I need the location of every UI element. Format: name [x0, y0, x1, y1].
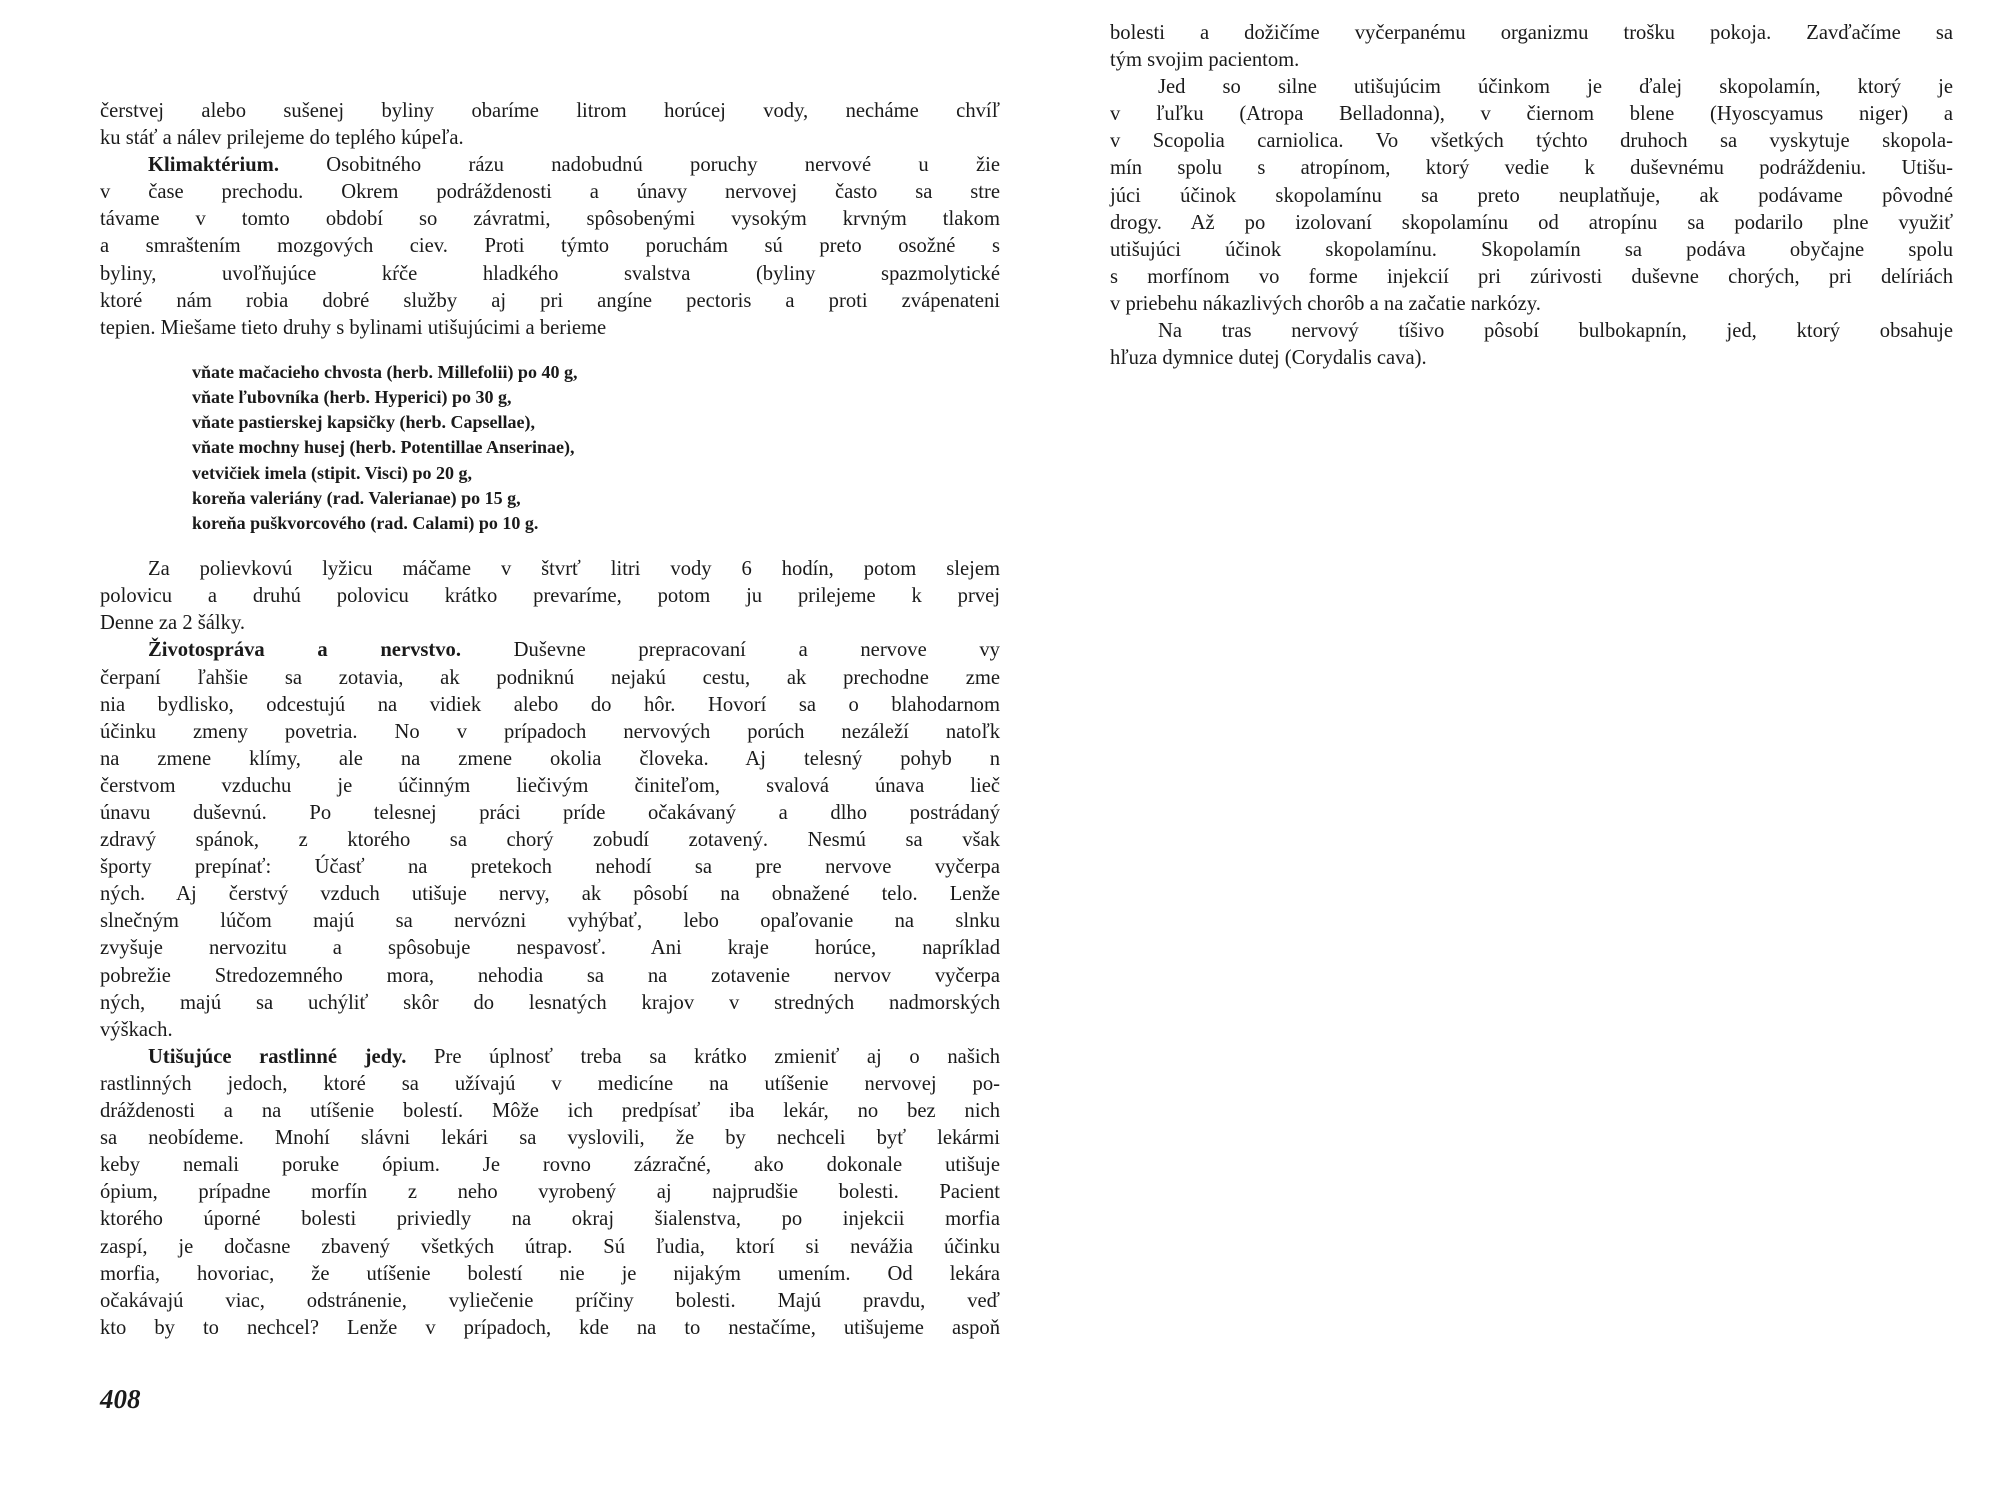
text-run: Duševne prepracovaní a nervove vy: [461, 639, 1000, 662]
text-line: mín spolu s atropínom, ktorý vedie k duševnému podráždeniu. Utišu-: [1110, 157, 1953, 180]
utisujuce-first-line: [100, 1044, 1000, 1071]
text-line: na zmene klímy, ale na zmene okolia človeka. Aj telesný pohyb n: [100, 747, 1000, 770]
text-line: ktorého úporné bolesti priviedly na okraj šialenstva, po injekcii morfia: [100, 1208, 1000, 1231]
text-line: tepien. Miešame tieto druhy s bylinami utišujúcimi a berieme: [100, 316, 607, 339]
text-line: čerstvom vzduchu je účinným liečivým činiteľom, svalová únava lieč: [100, 774, 1000, 797]
recipe-item: vňate ľubovníka (herb. Hyperici) po 30 g,: [192, 387, 512, 408]
recipe-item: vetvičiek imela (stipit. Visci) po 20 g,: [192, 462, 472, 483]
text-line: výškach.: [100, 1018, 173, 1041]
text-line: drogy. Až po izolovaní skopolamínu od atropínu sa podarilo plne využiť: [1110, 211, 1953, 234]
text-line: Na tras nervový tíšivo pôsobí bulbokapnín, jed, ktorý obsahuje: [1158, 320, 1953, 343]
text-line: sa neobídeme. Mnohí slávni lekári sa vyslovili, že by nechceli byť lekármi: [100, 1127, 1000, 1150]
text-line: byliny, uvoľňujúce kŕče hladkého svalstva (byliny spazmolytické: [100, 262, 1000, 285]
text-line: v čase prechodu. Okrem podráždenosti a únavy nervovej často sa stre: [100, 181, 1000, 204]
text-line: zvyšuje nervozitu a spôsobuje nespavosť. Ani kraje horúce, napríklad: [100, 937, 1000, 960]
text-line: v ľuľku (Atropa Belladonna), v čiernom blene (Hyoscyamus niger) a: [1110, 103, 1953, 126]
text-line: pobrežie Stredozemného mora, nehodia sa na zotavenie nervov vyčerpa: [100, 964, 1000, 987]
zivotosprava-first-line: [100, 637, 1000, 664]
section-heading-zivotosprava: Životospráva a nervstvo.: [148, 639, 461, 662]
section-heading-klimakterium: Klimaktérium.: [148, 154, 279, 177]
text-line: hľuza dymnice dutej (Corydalis cava).: [1110, 347, 1427, 370]
right-page-body: [1110, 20, 1953, 372]
recipe-item: vňate mochny husej (herb. Potentillae Anserinae),: [192, 437, 575, 458]
text-line: tým svojim pacientom.: [1110, 49, 1300, 72]
text-line: ných, majú sa uchýliť skôr do lesnatých krajov v stredných nadmorských: [100, 991, 1000, 1014]
text-line: v priebehu nákazlivých chorôb a na začatie narkózy.: [1110, 292, 1541, 315]
text-line: očakávajú viac, odstránenie, vyliečenie príčiny bolesti. Majú pravdu, veď: [100, 1289, 1000, 1312]
text-line: ných. Aj čerstvý vzduch utišuje nervy, ak pôsobí na obnažené telo. Lenže: [100, 883, 1000, 906]
recipe-item: koreňa valeriány (rad. Valerianae) po 15 g,: [192, 487, 521, 508]
klimakterium-first-line: [100, 152, 1000, 179]
page-number: 408: [100, 1384, 141, 1414]
text-line: slnečným lúčom majú sa nervózni vyhýbať, lebo opaľovanie na slnku: [100, 910, 1000, 933]
text-line: kto by to nechcel? Lenže v prípadoch, kde na to nestačíme, utišujeme aspoň: [100, 1316, 1000, 1339]
text-line: nia bydlisko, odcestujú na vidiek alebo do hôr. Hovorí sa o blahodarnom: [100, 693, 1000, 716]
text-line: v Scopolia carniolica. Vo všetkých týchto druhoch sa vyskytuje skopola-: [1110, 130, 1953, 153]
left-page-body: [100, 98, 1000, 1342]
recipe-item: vňate pastierskej kapsičky (herb. Capsellae),: [192, 412, 535, 433]
text-line: rastlinných jedoch, ktoré sa užívajú v medicíne na utíšenie nervovej po-: [100, 1072, 1000, 1095]
text-line: távame v tomto období so závratmi, spôsobenými vysokým krvným tlakom: [100, 208, 1000, 231]
text-line: zaspí, je dočasne zbavený všetkých útrap. Sú ľudia, ktorí si nevážia účinku: [100, 1235, 1000, 1258]
text-line: čerstvej alebo sušenej byliny obaríme litrom horúcej vody, necháme chvíľ: [100, 100, 1000, 122]
text-line: zdravý spánok, z ktorého sa chorý zobudí zotavený. Nesmú sa však: [100, 829, 1000, 852]
text-line: a smraštením mozgových ciev. Proti týmto poruchám sú preto osožné s: [100, 235, 1000, 258]
text-run: Pre úplnosť treba sa krátko zmieniť aj o našich: [406, 1045, 1000, 1068]
text-line: bolesti a dožičíme vyčerpanému organizmu trošku pokoja. Zavďačíme sa: [1110, 22, 1953, 44]
text-line: keby nemali poruke ópium. Je rovno zázračné, ako dokonale utišuje: [100, 1154, 1000, 1177]
recipe-item: koreňa puškvorcového (rad. Calami) po 10 g.: [192, 512, 539, 533]
text-line: ku stáť a nálev prilejeme do teplého kúpeľa.: [100, 127, 464, 150]
left-page: [100, 0, 1000, 1440]
right-page: [1110, 0, 1953, 420]
text-run: Osobitného rázu nadobudnú poruchy nervové u žie: [278, 154, 1000, 177]
section-heading-utisujuce: Utišujúce rastlinné jedy.: [148, 1045, 407, 1068]
text-line: účinku zmeny povetria. No v prípadoch nervových porúch nezáleží natoľk: [100, 720, 1000, 743]
text-line: dráždenosti a na utíšenie bolestí. Môže ich predpísať iba lekár, no bez nich: [100, 1100, 1000, 1123]
text-line: ktoré nám robia dobré služby aj pri angíne pectoris a proti zvápenateni: [100, 289, 1000, 312]
text-line: športy prepínať: Účasť na pretekoch nehodí sa pre nervove vyčerpa: [100, 856, 1000, 879]
text-line: utišujúci účinok skopolamínu. Skopolamín sa podáva obyčajne spolu: [1110, 238, 1953, 261]
text-line: Denne za 2 šálky.: [100, 612, 246, 635]
herbal-recipe-list: [100, 360, 1000, 536]
text-line: morfia, hovoriac, že utíšenie bolestí nie je nijakým umením. Od lekára: [100, 1262, 1000, 1285]
text-line: Za polievkovú lyžicu máčame v štvrť litri vody 6 hodín, potom slejem: [148, 558, 1000, 581]
text-line: Jed so silne utišujúcim účinkom je ďalej skopolamín, ktorý je: [1158, 76, 1953, 99]
recipe-item: vňate mačacieho chvosta (herb. Millefolii) po 40 g,: [192, 361, 578, 382]
text-line: čerpaní ľahšie sa zotavia, ak podniknú nejakú cestu, ak prechodne zme: [100, 666, 1000, 689]
text-line: polovicu a druhú polovicu krátko prevaríme, potom ju prilejeme k prvej: [100, 585, 1000, 608]
text-line: ópium, prípadne morfín z neho vyrobený aj najprudšie bolesti. Pacient: [100, 1181, 1000, 1204]
text-line: júci účinok skopolamínu sa preto neuplatňuje, ak podávame pôvodné: [1110, 184, 1953, 207]
text-line: únavu duševnú. Po telesnej práci príde očakávaný a dlho postrádaný: [100, 802, 1000, 824]
text-line: s morfínom vo forme injekcií pri zúrivosti duševne chorých, pri delíriách: [1110, 265, 1953, 288]
